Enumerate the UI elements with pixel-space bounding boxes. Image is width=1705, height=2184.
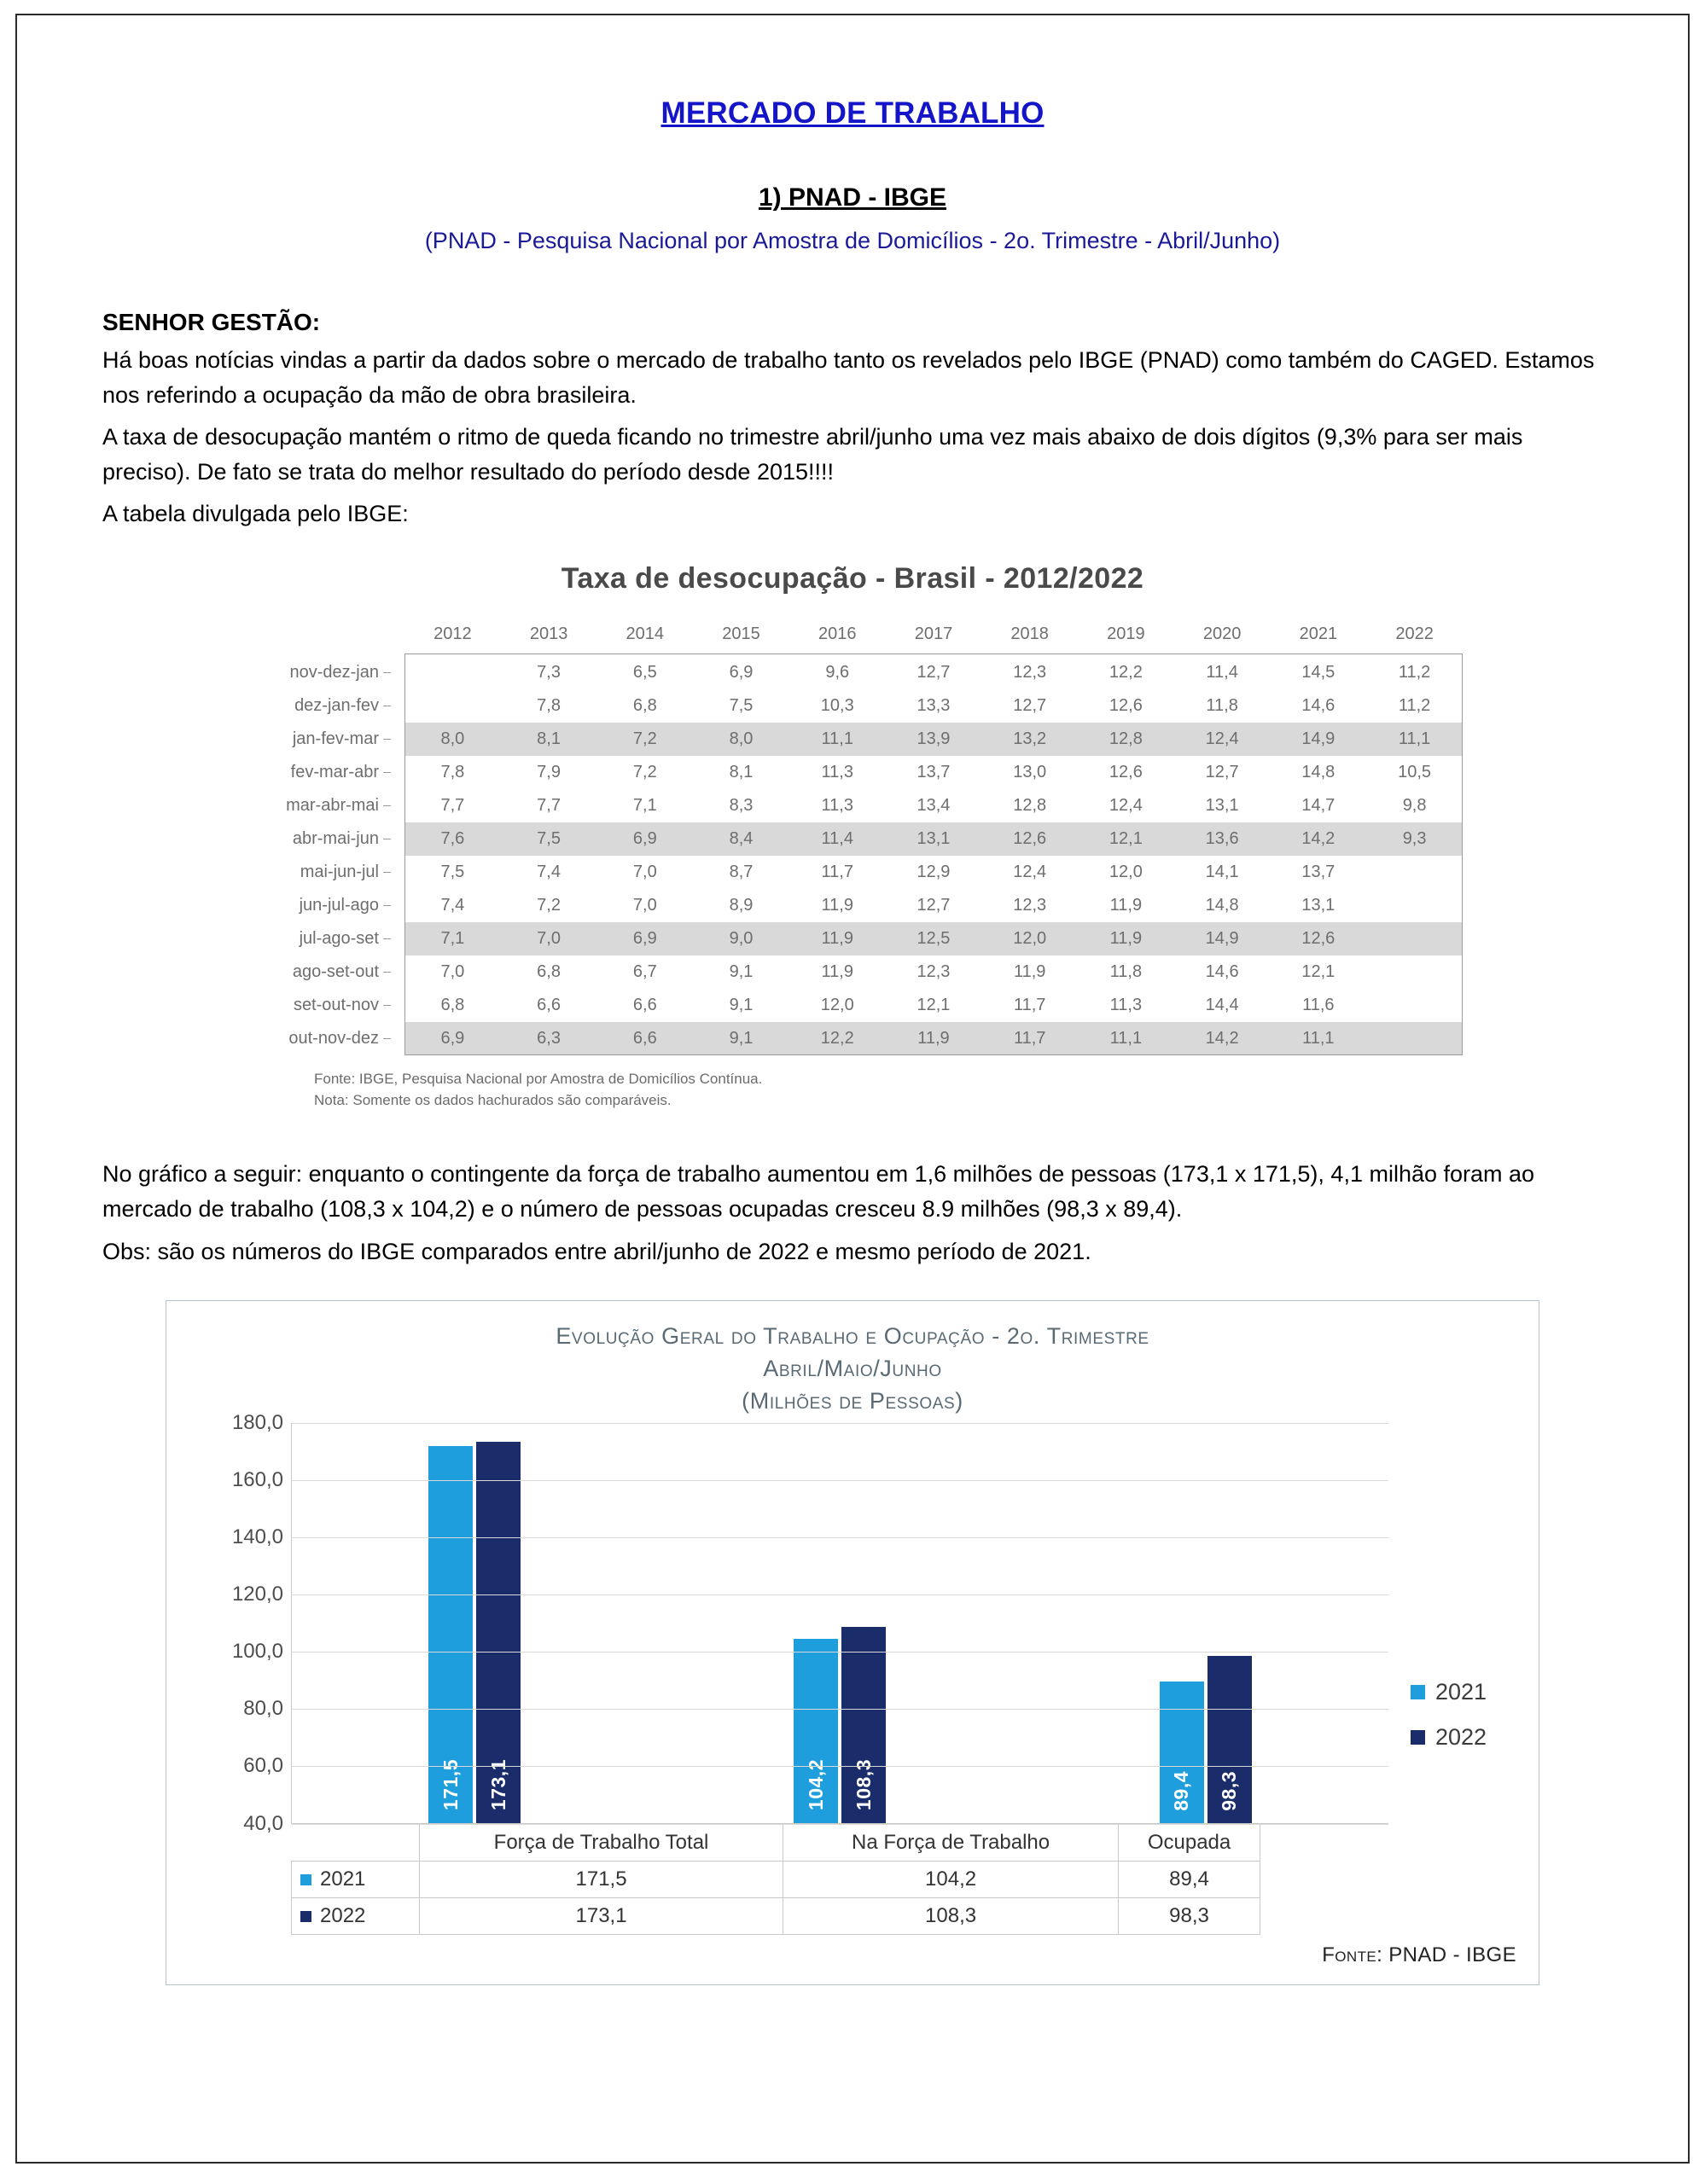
table-row (292, 1897, 1260, 1934)
ibge-table-wrap (242, 621, 1463, 1055)
table-cell: 6,8 (440, 996, 465, 1015)
table-cell: 8,1 (501, 723, 597, 756)
table-cell: 7,3 (537, 663, 561, 682)
chart-source-label: Fonte: PNAD - IBGE (1322, 1943, 1516, 1966)
table-cell: 6,6 (632, 996, 657, 1015)
chart-title-line-3: (Milhões de Pessoas) (742, 1388, 963, 1414)
table-cell: 12,6 (1109, 763, 1143, 782)
table-cell: 14,5 (1301, 663, 1335, 682)
chart-bar[interactable] (1160, 1682, 1204, 1823)
table-cell: 9,0 (693, 922, 789, 956)
table-cell: 13,4 (917, 796, 951, 816)
table-column-header: 2021 (1299, 624, 1338, 644)
table-cell: 11,7 (821, 863, 853, 882)
table-cell: 6,3 (501, 1022, 597, 1055)
table-column-header: 2020 (1202, 624, 1242, 644)
chart-bar-value-label: 98,3 (1218, 1770, 1241, 1811)
chart-bar-value-label: 173,1 (486, 1759, 509, 1811)
chart-bar-value-label: 171,5 (439, 1759, 462, 1811)
table-cell: 13,6 (1174, 822, 1271, 856)
corner-cell (242, 621, 404, 656)
source-note-line-1: Fonte: IBGE, Pesquisa Nacional por Amostra de Domicílios Contínua. (314, 1071, 763, 1088)
table-cell: 11,7 (981, 1022, 1078, 1055)
table-row-label: jan-fev-mar (242, 723, 404, 756)
table-column-header: 2017 (914, 624, 953, 644)
y-axis-tick-label: 160,0 (231, 1467, 283, 1491)
table-cell: 12,1 (1301, 962, 1335, 982)
legend-item-2022[interactable] (1411, 1724, 1516, 1751)
table-cell: 12,4 (1174, 723, 1271, 756)
table-row-label: dez-jan-fev (242, 689, 404, 723)
table-cell: 12,0 (981, 922, 1078, 956)
data-table-cell: 89,4 (1119, 1861, 1260, 1897)
chart-bar-value-label: 108,3 (852, 1759, 875, 1811)
table-column-header: 2012 (434, 624, 472, 644)
table-cell: 6,9 (596, 922, 693, 956)
table-row-label: set-out-nov (242, 989, 404, 1022)
table-cell: 12,5 (886, 922, 982, 956)
table-cell: 13,1 (1205, 796, 1239, 816)
table-cell: 13,7 (917, 763, 951, 782)
table-cell: 11,4 (789, 822, 886, 856)
table-cell: 11,9 (789, 922, 886, 956)
table-cell: 8,3 (729, 796, 754, 816)
chart-bar-group (1023, 1423, 1388, 1823)
legend-swatch-icon (300, 1911, 311, 1922)
table-cell: 13,1 (1301, 896, 1335, 915)
table-cell: 13,3 (917, 696, 951, 716)
table-row (242, 822, 1463, 856)
data-table-series-label: 2022 (292, 1897, 420, 1934)
table-cell: 12,8 (1078, 723, 1174, 756)
chart-bar[interactable] (794, 1639, 838, 1823)
data-table-cell: 173,1 (420, 1897, 783, 1934)
table-cell: 11,1 (1270, 1022, 1366, 1055)
table-row-label: mar-abr-mai (242, 789, 404, 822)
table-cell (1366, 922, 1463, 956)
table-cell: 11,9 (886, 1022, 982, 1055)
table-cell: 11,1 (1366, 723, 1463, 756)
table-row (242, 723, 1463, 756)
table-row (242, 956, 1463, 989)
table-row (242, 889, 1463, 922)
table-cell: 12,4 (1109, 796, 1143, 816)
table-cell: 8,9 (729, 896, 754, 915)
table-cell: 11,8 (1206, 696, 1238, 716)
table-cell: 11,1 (1078, 1022, 1174, 1055)
table-cell: 11,9 (1109, 896, 1143, 915)
y-axis-tick-label: 40,0 (243, 1811, 283, 1835)
table-cell: 11,9 (821, 962, 853, 982)
table-cell: 14,4 (1205, 996, 1239, 1015)
data-table-cell: 104,2 (783, 1861, 1119, 1897)
table-cell: 7,2 (537, 896, 561, 915)
table-cell (1366, 956, 1463, 989)
table-cell: 11,8 (1109, 962, 1143, 982)
document-sheet (15, 14, 1690, 2164)
table-cell (404, 656, 501, 689)
table-cell: 11,1 (789, 723, 886, 756)
table-cell: 11,3 (821, 796, 853, 816)
table-cell: 12,3 (1013, 663, 1047, 682)
table-cell: 14,6 (1205, 962, 1239, 982)
table-cell: 13,1 (886, 822, 982, 856)
table-cell: 12,0 (1109, 863, 1143, 882)
table-cell: 6,6 (596, 1022, 693, 1055)
table-cell: 12,3 (917, 962, 951, 982)
data-table-series-label: 2021 (292, 1861, 420, 1897)
table-cell: 7,1 (632, 796, 657, 816)
table-cell: 7,0 (501, 922, 597, 956)
table-cell: 12,2 (1109, 663, 1143, 682)
table-cell: 7,2 (632, 763, 657, 782)
data-table-corner (292, 1824, 420, 1861)
table-cell: 12,6 (981, 822, 1078, 856)
table-cell: 8,0 (693, 723, 789, 756)
legend-swatch-icon-2021 (1411, 1685, 1425, 1699)
table-cell: 7,9 (537, 763, 561, 782)
table-cell: 14,1 (1205, 863, 1239, 882)
table-cell: 6,9 (404, 1022, 501, 1055)
table-cell: 11,7 (1013, 996, 1046, 1015)
table-column-header: 2018 (1010, 624, 1049, 644)
table-cell: 9,1 (729, 996, 754, 1015)
y-axis-tick-label: 140,0 (231, 1525, 283, 1548)
table-cell: 11,6 (1302, 996, 1335, 1015)
ibge-table-figure (102, 562, 1603, 1111)
table-row-label: nov-dez-jan (242, 656, 404, 689)
table-cell: 12,6 (1270, 922, 1366, 956)
table-row-label: out-nov-dez (242, 1022, 404, 1055)
table-column-header: 2016 (818, 624, 857, 644)
chart-bar-value-label: 89,4 (1170, 1770, 1193, 1811)
table-row-label: jul-ago-set (242, 922, 404, 956)
table-cell: 12,4 (1013, 863, 1047, 882)
ibge-table-body (242, 656, 1463, 1055)
source-note-line-2: Nota: Somente os dados hachurados são comparáveis. (314, 1091, 672, 1108)
legend-swatch-icon-2022 (1411, 1730, 1425, 1745)
table-row (242, 856, 1463, 889)
table-cell: 8,0 (404, 723, 501, 756)
table-row-label: jun-jul-ago (242, 889, 404, 922)
table-row-label: fev-mar-abr (242, 756, 404, 789)
paragraph-2: A taxa de desocupação mantém o ritmo de queda ficando no trimestre abril/junho uma vez mais abaixo de dois dígitos (9,3% para ser mais preciso). De fato se trata do melhor resultado do período desde 2015!!!! (102, 424, 1523, 485)
ibge-table (242, 621, 1463, 1055)
table-row (242, 756, 1463, 789)
chart-gridline (292, 1652, 1388, 1653)
table-cell: 6,9 (596, 822, 693, 856)
chart-bar-groups (292, 1423, 1388, 1823)
chart-bar-group (657, 1423, 1022, 1823)
table-cell: 7,0 (632, 896, 657, 915)
table-cell: 12,8 (1013, 796, 1047, 816)
table-cell: 12,9 (917, 863, 951, 882)
ibge-table-title: Taxa de desocupação - Brasil - 2012/2022 (561, 562, 1144, 595)
table-cell: 7,8 (537, 696, 561, 716)
table-row-label: mai-jun-jul (242, 856, 404, 889)
table-cell: 9,8 (1402, 796, 1427, 816)
table-cell: 6,7 (632, 962, 657, 982)
chart-data-table (291, 1824, 1260, 1935)
table-cell: 12,1 (1078, 822, 1174, 856)
table-cell: 12,7 (917, 896, 951, 915)
table-row (242, 656, 1463, 689)
chart-title (189, 1320, 1516, 1418)
table-cell: 13,9 (886, 723, 982, 756)
table-cell: 11,3 (821, 763, 853, 782)
section-subtitle: (PNAD - Pesquisa Nacional por Amostra de Domicílios - 2o. Trimestre - Abril/Junho) (424, 228, 1281, 253)
table-cell: 12,3 (1013, 896, 1047, 915)
table-cell: 6,6 (537, 996, 561, 1015)
y-axis-tick-label: 100,0 (231, 1640, 283, 1664)
page-title: MERCADO DE TRABALHO (660, 96, 1045, 130)
legend-label-2022: 2022 (1435, 1723, 1487, 1750)
bar-chart-figure (166, 1300, 1539, 1985)
table-cell: 6,8 (537, 962, 561, 982)
table-cell (1366, 889, 1463, 922)
chart-gridline (292, 1594, 1388, 1595)
legend-item-2021[interactable] (1411, 1679, 1516, 1705)
table-cell: 13,7 (1301, 863, 1335, 882)
table-cell: 7,7 (440, 796, 465, 816)
table-row (292, 1824, 1260, 1861)
table-cell: 6,9 (729, 663, 754, 682)
table-cell (404, 689, 501, 723)
table-cell: 7,4 (440, 896, 465, 915)
table-cell: 9,1 (729, 962, 754, 982)
data-table-category: Na Força de Trabalho (783, 1824, 1119, 1861)
table-cell: 7,5 (501, 822, 597, 856)
chart-bar-value-label: 104,2 (804, 1759, 827, 1811)
paragraph-1: Há boas notícias vindas a partir da dados sobre o mercado de trabalho tanto os revelados pelo IBGE (PNAD) como também do CAGED. Estamos nos referindo a ocupação da mão de obra brasileira. (102, 347, 1595, 409)
data-table-cell: 108,3 (783, 1897, 1119, 1934)
table-cell: 7,4 (537, 863, 561, 882)
table-cell: 12,7 (917, 663, 951, 682)
chart-gridline (292, 1423, 1388, 1424)
table-cell: 6,8 (632, 696, 657, 716)
chart-gridline (292, 1766, 1388, 1767)
table-cell: 6,5 (632, 663, 657, 682)
chart-gridline (292, 1709, 1388, 1710)
table-cell: 14,9 (1270, 723, 1366, 756)
table-cell: 7,0 (440, 962, 465, 982)
y-axis-tick-label: 60,0 (243, 1754, 283, 1778)
table-cell: 12,1 (917, 996, 951, 1015)
chart-area (189, 1410, 1516, 1935)
table-cell (1366, 856, 1463, 889)
table-cell: 7,5 (729, 696, 754, 716)
legend-label-2021: 2021 (1435, 1678, 1487, 1705)
data-table-cell: 98,3 (1119, 1897, 1260, 1934)
table-cell: 11,9 (821, 896, 853, 915)
table-cell: 11,9 (1013, 962, 1046, 982)
table-cell: 14,7 (1301, 796, 1335, 816)
section-title: 1) PNAD - IBGE (758, 183, 947, 212)
table-cell: 12,6 (1109, 696, 1143, 716)
table-cell: 8,7 (729, 863, 754, 882)
paragraph-3: A tabela divulgada pelo IBGE: (102, 501, 409, 527)
table-cell: 12,0 (820, 996, 854, 1015)
chart-bar-group (292, 1423, 657, 1823)
table-cell: 13,0 (1013, 763, 1047, 782)
chart-title-line-2: Abril/Maio/Junho (763, 1355, 942, 1381)
table-cell: 11,4 (1206, 663, 1238, 682)
table-cell: 7,0 (632, 863, 657, 882)
chart-gridline (292, 1824, 1388, 1825)
table-cell: 11,9 (1078, 922, 1174, 956)
chart-gridline (292, 1537, 1388, 1538)
table-cell: 14,6 (1301, 696, 1335, 716)
chart-bar[interactable] (1207, 1656, 1252, 1823)
table-row (242, 789, 1463, 822)
table-cell: 14,8 (1301, 763, 1335, 782)
table-cell: 10,5 (1398, 763, 1432, 782)
chart-plot-block (189, 1410, 1388, 1935)
table-cell: 7,8 (440, 763, 465, 782)
data-table-cell: 171,5 (420, 1861, 783, 1897)
table-row (242, 1022, 1463, 1055)
table-cell: 13,2 (981, 723, 1078, 756)
table-cell: 11,3 (1109, 996, 1143, 1015)
table-cell: 8,4 (693, 822, 789, 856)
chart-gridline (292, 1480, 1388, 1481)
table-cell: 10,3 (820, 696, 854, 716)
table-column-header: 2019 (1107, 624, 1145, 644)
table-cell: 8,1 (729, 763, 754, 782)
table-cell: 7,2 (596, 723, 693, 756)
table-column-header: 2022 (1395, 624, 1434, 644)
y-axis-tick-label: 80,0 (243, 1697, 283, 1721)
table-cell: 12,7 (1205, 763, 1239, 782)
table-cell: 7,1 (404, 922, 501, 956)
table-row (242, 989, 1463, 1022)
table-cell (1366, 1022, 1463, 1055)
table-cell: 9,3 (1366, 822, 1463, 856)
legend-swatch-icon (300, 1874, 311, 1885)
chart-legend (1388, 1423, 1516, 1935)
data-table-category: Força de Trabalho Total (420, 1824, 783, 1861)
ibge-source-note (314, 1069, 1603, 1111)
table-cell: 9,1 (693, 1022, 789, 1055)
table-row (292, 1861, 1260, 1897)
table-cell (1366, 989, 1463, 1022)
table-column-header: 2013 (529, 624, 568, 644)
table-cell: 12,2 (789, 1022, 886, 1055)
table-cell: 14,8 (1205, 896, 1239, 915)
table-row (242, 922, 1463, 956)
paragraph-4: No gráfico a seguir: enquanto o contingente da força de trabalho aumentou em 1,6 milhões de pessoas (173,1 x 171,5), 4,1 milhão foram ao mercado de trabalho (108,3 x 104,2) e o número de pessoas ocupadas cresceu 8.9 milhões (98,3 x 89,4). (102, 1161, 1535, 1223)
table-column-header: 2015 (722, 624, 760, 644)
table-cell: 9,6 (825, 663, 850, 682)
y-axis-tick-label: 120,0 (231, 1582, 283, 1606)
table-row-label: ago-set-out (242, 956, 404, 989)
chart-bar[interactable] (841, 1627, 886, 1822)
table-cell: 14,9 (1174, 922, 1271, 956)
table-cell: 7,7 (537, 796, 561, 816)
table-column-header: 2014 (626, 624, 665, 644)
table-cell: 12,7 (1013, 696, 1047, 716)
paragraph-5: Obs: são os números do IBGE comparados entre abril/junho de 2022 e mesmo período de 2021. (102, 1238, 1091, 1264)
table-cell: 11,2 (1398, 696, 1431, 716)
table-header-row (242, 621, 1463, 656)
table-cell: 7,6 (404, 822, 501, 856)
y-axis-tick-label: 180,0 (231, 1410, 283, 1434)
chart-plot (231, 1410, 1388, 1835)
table-cell: 14,2 (1174, 1022, 1271, 1055)
table-cell: 7,5 (440, 863, 465, 882)
table-cell: 11,2 (1398, 663, 1431, 682)
table-row (242, 689, 1463, 723)
data-table-category: Ocupada (1119, 1824, 1260, 1861)
table-row-label: abr-mai-jun (242, 822, 404, 856)
chart-title-line-1: Evolução Geral do Trabalho e Ocupação - 2o. Trimestre (556, 1322, 1149, 1349)
table-cell: 14,2 (1270, 822, 1366, 856)
lead-label: SENHOR GESTÃO: (102, 309, 321, 335)
